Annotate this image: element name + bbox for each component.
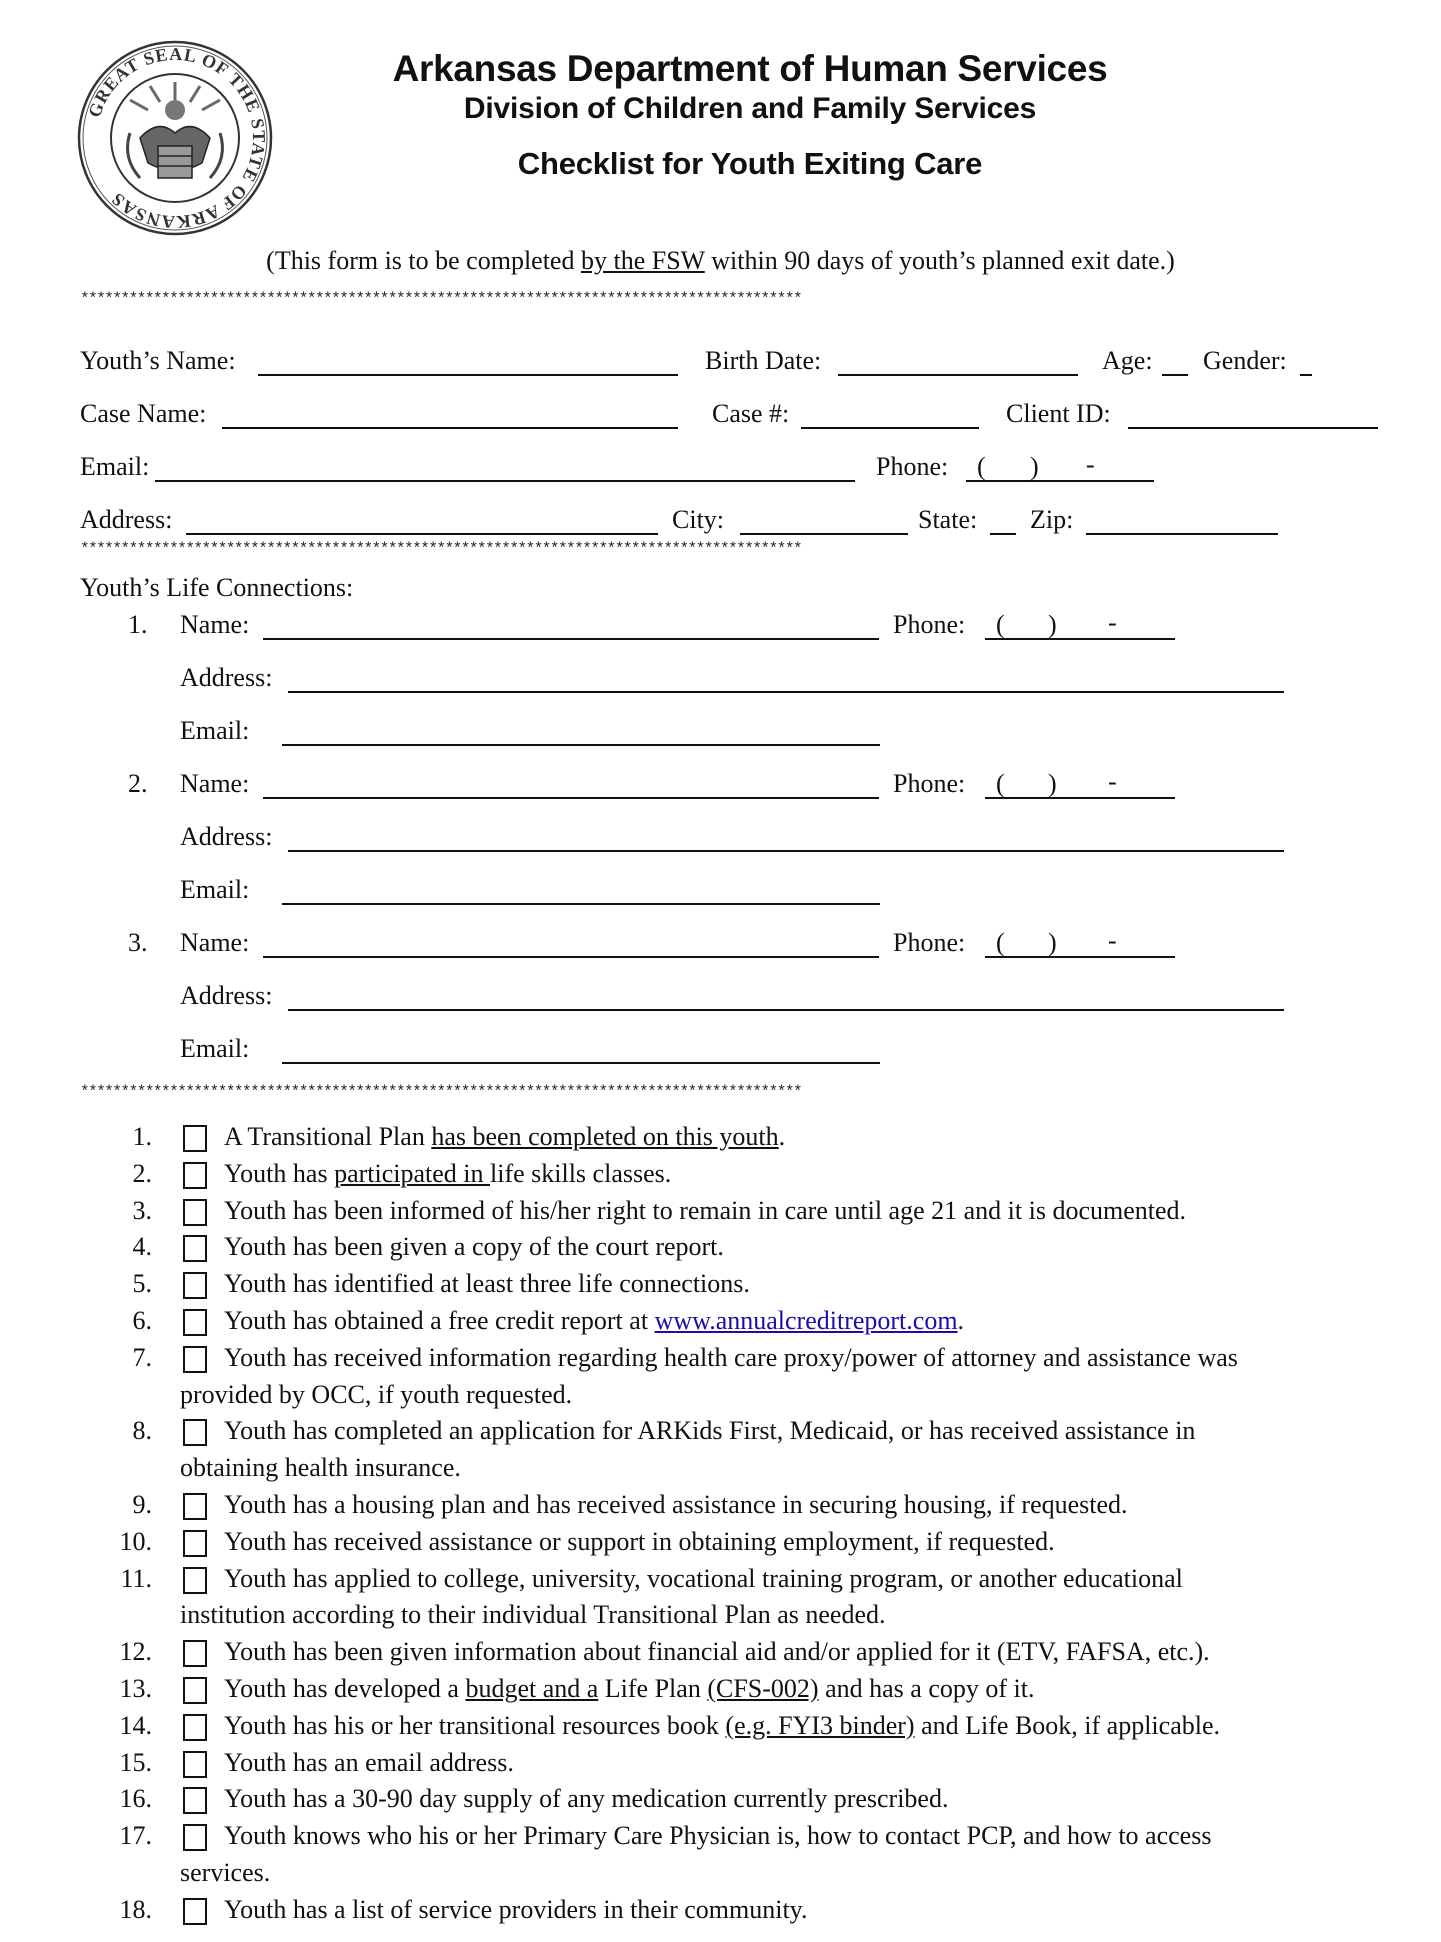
email-label: Email: [80, 452, 150, 481]
item-text-segment: Youth has [224, 1158, 335, 1188]
item-label [224, 1784, 948, 1814]
connection-email-field[interactable] [282, 903, 880, 905]
item-checkbox[interactable] [183, 1125, 207, 1152]
connection-number: 2. [128, 769, 148, 798]
item-text-segment: Youth has his or her transitional resources book [224, 1710, 726, 1740]
connection-address-field[interactable] [288, 691, 1284, 693]
gender-field[interactable] [1300, 374, 1312, 376]
item-text: Youth has a housing plan and has received assistance in securing housing, if requested. [224, 1490, 1128, 1519]
case-name-field[interactable] [222, 427, 678, 429]
item-checkbox[interactable] [183, 1714, 207, 1741]
item-checkbox[interactable] [183, 1346, 207, 1373]
item-number: 3. [132, 1195, 152, 1225]
item-text-underlined: participated in [334, 1158, 490, 1188]
phone-field[interactable] [966, 480, 1154, 482]
phone-open-paren: ( [996, 769, 1005, 798]
item-label [224, 1564, 1183, 1594]
connection-address-label: Address: [180, 981, 273, 1010]
item-text-segment: and Life Book, if applicable. [914, 1710, 1220, 1740]
item-text-underlined: (CFS-002) [707, 1674, 819, 1703]
birth-date-field[interactable] [838, 374, 1078, 376]
item-checkbox[interactable] [183, 1677, 207, 1704]
item-checkbox[interactable] [183, 1272, 207, 1299]
item-label [224, 1122, 785, 1152]
client-id-field[interactable] [1128, 427, 1378, 429]
item-text-segment: A Transitional Plan [224, 1122, 432, 1151]
item-text: Youth has a 30-90 day supply of any medication currently prescribed. [224, 1784, 949, 1814]
phone-close-paren: ) [1048, 610, 1057, 639]
item-text-underlined: budget and a [465, 1674, 599, 1703]
separator-line: ***************************************************************************************** [80, 540, 802, 558]
item-label [224, 1748, 514, 1778]
item-checkbox[interactable] [183, 1419, 207, 1446]
phone-close-paren: ) [1048, 769, 1057, 798]
connection-name-label: Name: [180, 769, 250, 798]
item-text-continued: provided by OCC, if youth requested. [180, 1379, 573, 1409]
birth-date-label: Birth Date: [705, 346, 822, 375]
phone-open-paren: ( [977, 452, 986, 481]
item-number: 9. [132, 1490, 152, 1519]
phone-close-paren: ) [1030, 452, 1039, 481]
phone-dash: - [1108, 608, 1117, 637]
item-text-continued: services. [180, 1858, 271, 1887]
item-number: 6. [132, 1306, 152, 1335]
youth-name-label: Youth’s Name: [80, 346, 236, 375]
zip-field[interactable] [1086, 533, 1278, 535]
phone-dash: - [1108, 926, 1117, 955]
item-checkbox[interactable] [183, 1199, 207, 1226]
item-text-segment: Youth has obtained a free credit report at [224, 1306, 655, 1335]
item-number: 7. [132, 1342, 152, 1372]
item-number: 17. [119, 1821, 152, 1851]
item-label [224, 1269, 750, 1299]
connection-phone-field[interactable] [985, 956, 1175, 958]
form-instruction: (This form is to be completed by the FSW within 90 days of youth’s planned exit date.) [266, 246, 1175, 275]
item-text-segment: and has a copy of it. [818, 1674, 1035, 1703]
zip-label: Zip: [1030, 505, 1074, 534]
item-number: 16. [119, 1784, 152, 1814]
item-text-underlined: has been completed on this youth [431, 1122, 779, 1151]
item-checkbox[interactable] [183, 1640, 207, 1667]
item-number: 14. [119, 1710, 152, 1740]
connection-email-label: Email: [180, 1034, 250, 1063]
connection-email-label: Email: [180, 875, 250, 904]
city-label: City: [672, 505, 725, 534]
state-field[interactable] [990, 533, 1016, 535]
gender-label: Gender: [1203, 346, 1287, 375]
age-field[interactable] [1162, 374, 1188, 376]
item-text-segment: Youth has developed a [224, 1674, 466, 1703]
item-text: Youth has completed an application for ARKids First, Medicaid, or has received assistance in [224, 1416, 1196, 1446]
phone-close-paren: ) [1048, 928, 1057, 957]
item-checkbox[interactable] [183, 1309, 207, 1336]
item-number: 10. [119, 1526, 152, 1556]
item-label [224, 1711, 1220, 1741]
phone-open-paren: ( [996, 928, 1005, 957]
connection-phone-label: Phone: [893, 769, 966, 798]
connection-email-field[interactable] [282, 1062, 880, 1064]
phone-open-paren: ( [996, 610, 1005, 639]
item-label [224, 1637, 1210, 1667]
connection-name-label: Name: [180, 928, 250, 957]
item-text: Youth knows who his or her Primary Care Physician is, how to contact PCP, and how to access [224, 1821, 1212, 1851]
item-checkbox[interactable] [183, 1751, 207, 1778]
state-label: State: [918, 505, 978, 534]
item-text: Youth has a list of service providers in their community. [224, 1894, 808, 1924]
connection-email-label: Email: [180, 716, 250, 745]
form-title: Checklist for Youth Exiting Care [517, 146, 983, 181]
address-label: Address: [80, 505, 173, 534]
item-checkbox[interactable] [183, 1235, 207, 1262]
item-number: 5. [132, 1269, 152, 1299]
item-text: Youth has identified at least three life connections. [224, 1269, 750, 1299]
age-label: Age: [1102, 346, 1153, 375]
item-number: 12. [119, 1637, 152, 1667]
svg-text:GREAT SEAL OF THE STATE OF ARK: GREAT SEAL OF THE STATE OF ARKANSAS [84, 43, 270, 233]
item-checkbox[interactable] [183, 1567, 207, 1594]
item-label [224, 1416, 1195, 1446]
connection-number: 3. [128, 928, 148, 957]
item-number: 11. [120, 1563, 152, 1593]
item-checkbox[interactable] [183, 1824, 207, 1851]
item-text-segment: . [778, 1122, 786, 1151]
instruction-emphasis: by the FSW [580, 246, 705, 275]
item-number: 18. [119, 1894, 152, 1924]
item-checkbox[interactable] [183, 1162, 207, 1189]
connection-address-field[interactable] [288, 850, 1284, 852]
item-label [224, 1306, 964, 1336]
separator-line: ***************************************************************************************** [80, 290, 802, 308]
connection-name-field[interactable] [263, 956, 879, 958]
connection-number: 1. [128, 610, 148, 639]
item-text: Youth has been given a copy of the court report. [224, 1232, 724, 1262]
item-label [224, 1674, 1034, 1704]
division-name: Division of Children and Family Services [463, 92, 1037, 125]
item-number: 15. [119, 1747, 152, 1777]
phone-dash: - [1108, 767, 1117, 796]
item-text: Youth has received information regarding health care proxy/power of attorney and assistance was [224, 1342, 1238, 1372]
item-label [224, 1527, 1055, 1557]
item-text-segment: Life Plan [598, 1674, 708, 1703]
item-text: Youth has applied to college, university, vocational training program, or another educational [224, 1563, 1183, 1593]
case-number-field[interactable] [801, 427, 979, 429]
city-field[interactable] [740, 533, 908, 535]
item-label [224, 1821, 1211, 1851]
phone-dash: - [1086, 450, 1095, 479]
item-checkbox[interactable] [183, 1898, 207, 1925]
credit-report-link[interactable]: www.annualcreditreport.com [654, 1306, 958, 1335]
item-text-segment: life skills classes. [490, 1158, 672, 1188]
connection-phone-label: Phone: [893, 610, 966, 639]
item-text-continued: obtaining health insurance. [180, 1453, 461, 1483]
connection-address-label: Address: [180, 663, 273, 692]
item-checkbox[interactable] [183, 1493, 207, 1520]
connection-name-field[interactable] [263, 638, 879, 640]
connection-address-field[interactable] [288, 1009, 1284, 1011]
connection-address-label: Address: [180, 822, 273, 851]
connection-phone-label: Phone: [893, 928, 966, 957]
item-text-continued: institution according to their individual Transitional Plan as needed. [180, 1600, 886, 1630]
item-number: 2. [132, 1158, 152, 1188]
item-label [224, 1895, 807, 1925]
youth-name-field[interactable] [258, 374, 678, 376]
arkansas-state-seal [70, 38, 280, 238]
item-number: 1. [132, 1122, 152, 1151]
item-label [224, 1343, 1238, 1373]
item-text-segment: . [957, 1306, 965, 1335]
phone-label: Phone: [876, 452, 949, 481]
case-name-label: Case Name: [80, 399, 207, 428]
address-field[interactable] [186, 533, 658, 535]
connection-phone-field[interactable] [985, 797, 1175, 799]
item-label [224, 1232, 724, 1262]
connection-name-field[interactable] [263, 797, 879, 799]
client-id-label: Client ID: [1006, 399, 1111, 428]
separator-line: ***************************************************************************************** [80, 1083, 802, 1101]
item-label [224, 1196, 1186, 1226]
connection-email-field[interactable] [282, 744, 880, 746]
item-text: Youth has been informed of his/her right to remain in care until age 21 and it is documented. [224, 1195, 1187, 1225]
item-checkbox[interactable] [183, 1787, 207, 1814]
item-text-underlined: (e.g. FYI3 binder) [725, 1710, 915, 1740]
case-number-label: Case #: [712, 399, 790, 428]
item-text: Youth has received assistance or support in obtaining employment, if requested. [224, 1526, 1055, 1556]
item-checkbox[interactable] [183, 1530, 207, 1557]
item-text: Youth has been given information about financial aid and/or applied for it (ETV, FAFSA, etc.). [224, 1637, 1210, 1667]
item-text: Youth has an email address. [224, 1747, 514, 1777]
item-number: 13. [119, 1674, 152, 1703]
item-label [224, 1159, 671, 1189]
department-name: Arkansas Department of Human Services [392, 48, 1108, 89]
item-number: 8. [132, 1416, 152, 1446]
connection-phone-field[interactable] [985, 638, 1175, 640]
email-field[interactable] [155, 480, 855, 482]
life-connections-heading: Youth’s Life Connections: [80, 573, 354, 602]
connection-name-label: Name: [180, 610, 250, 639]
item-label [224, 1490, 1128, 1520]
item-number: 4. [132, 1232, 152, 1262]
